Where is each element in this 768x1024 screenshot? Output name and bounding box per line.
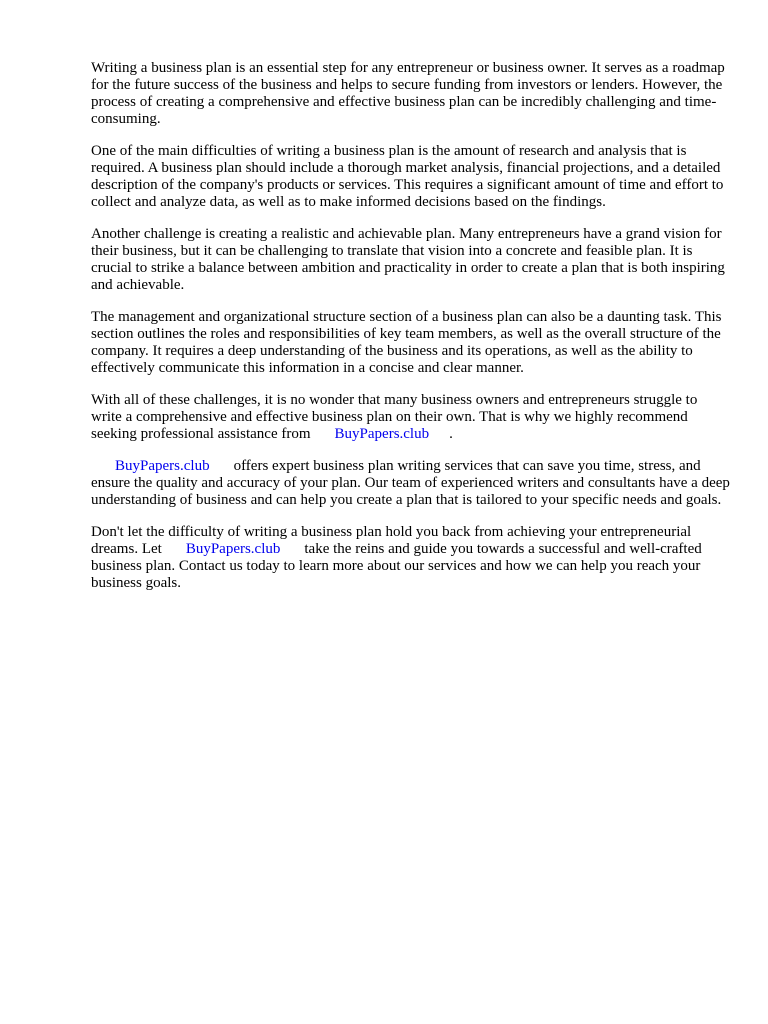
services-text: offers expert business plan writing services that can save you time, stress, and ensure the quality and accuracy of your plan. Our team of experienced writers and consultants have a deep understanding of business and can help you create a plan that is tailored to your specific needs and goals. [91,458,730,508]
buypapers-link-3[interactable]: BuyPapers.club [185,541,281,557]
buypapers-link-1[interactable]: BuyPapers.club [334,426,430,442]
closing-text-after: take the reins and guide you towards a successful and well-crafted business plan. Contact us today to learn more about our services and how we can help you reach your business goals. [91,541,702,591]
paragraph-recommend [91,392,731,443]
closing-text-before: Don't let the difficulty of writing a business plan hold you back from achieving your entrepreneurial dreams. Let [91,524,692,557]
buypapers-link-2[interactable]: BuyPapers.club [115,458,210,474]
paragraph-intro: Writing a business plan is an essential step for any entrepreneur or business owner. It serves as a roadmap for the future success of the business and helps to secure funding from investors or lenders. However, the process of creating a comprehensive and effective business plan can be incredibly challenging and time-consuming. [91,60,725,127]
paragraph-realistic-plan: Another challenge is creating a realistic and achievable plan. Many entrepreneurs have a grand vision for their business, but it can be challenging to translate that vision into a concrete and feasible plan. It is crucial to strike a balance between ambition and practicality in order to create a plan that is both inspiring and achievable. [91,226,725,293]
paragraph-management: The management and organizational structure section of a business plan can also be a daunting task. This section outlines the roles and responsibilities of key team members, as well as the overall structure of the company. It requires a deep understanding of the business and its operations, as well as the ability to effectively communicate this information in a concise and clear manner. [91,309,722,376]
paragraph-services [91,458,731,509]
paragraph-closing [91,524,731,592]
paragraph-research: One of the main difficulties of writing a business plan is the amount of research and analysis that is required. A business plan should include a thorough market analysis, financial projections, and a detailed description of the company's products or services. This requires a significant amount of time and effort to collect and analyze data, as well as to make informed decisions based on the findings. [91,143,724,210]
recommend-text: With all of these challenges, it is no wonder that many business owners and entrepreneurs struggle to write a comprehensive and effective business plan on their own. That is why we highly recommend seeking professional assistance from [91,392,698,442]
recommend-period: . [449,426,453,442]
document-body [91,60,731,607]
